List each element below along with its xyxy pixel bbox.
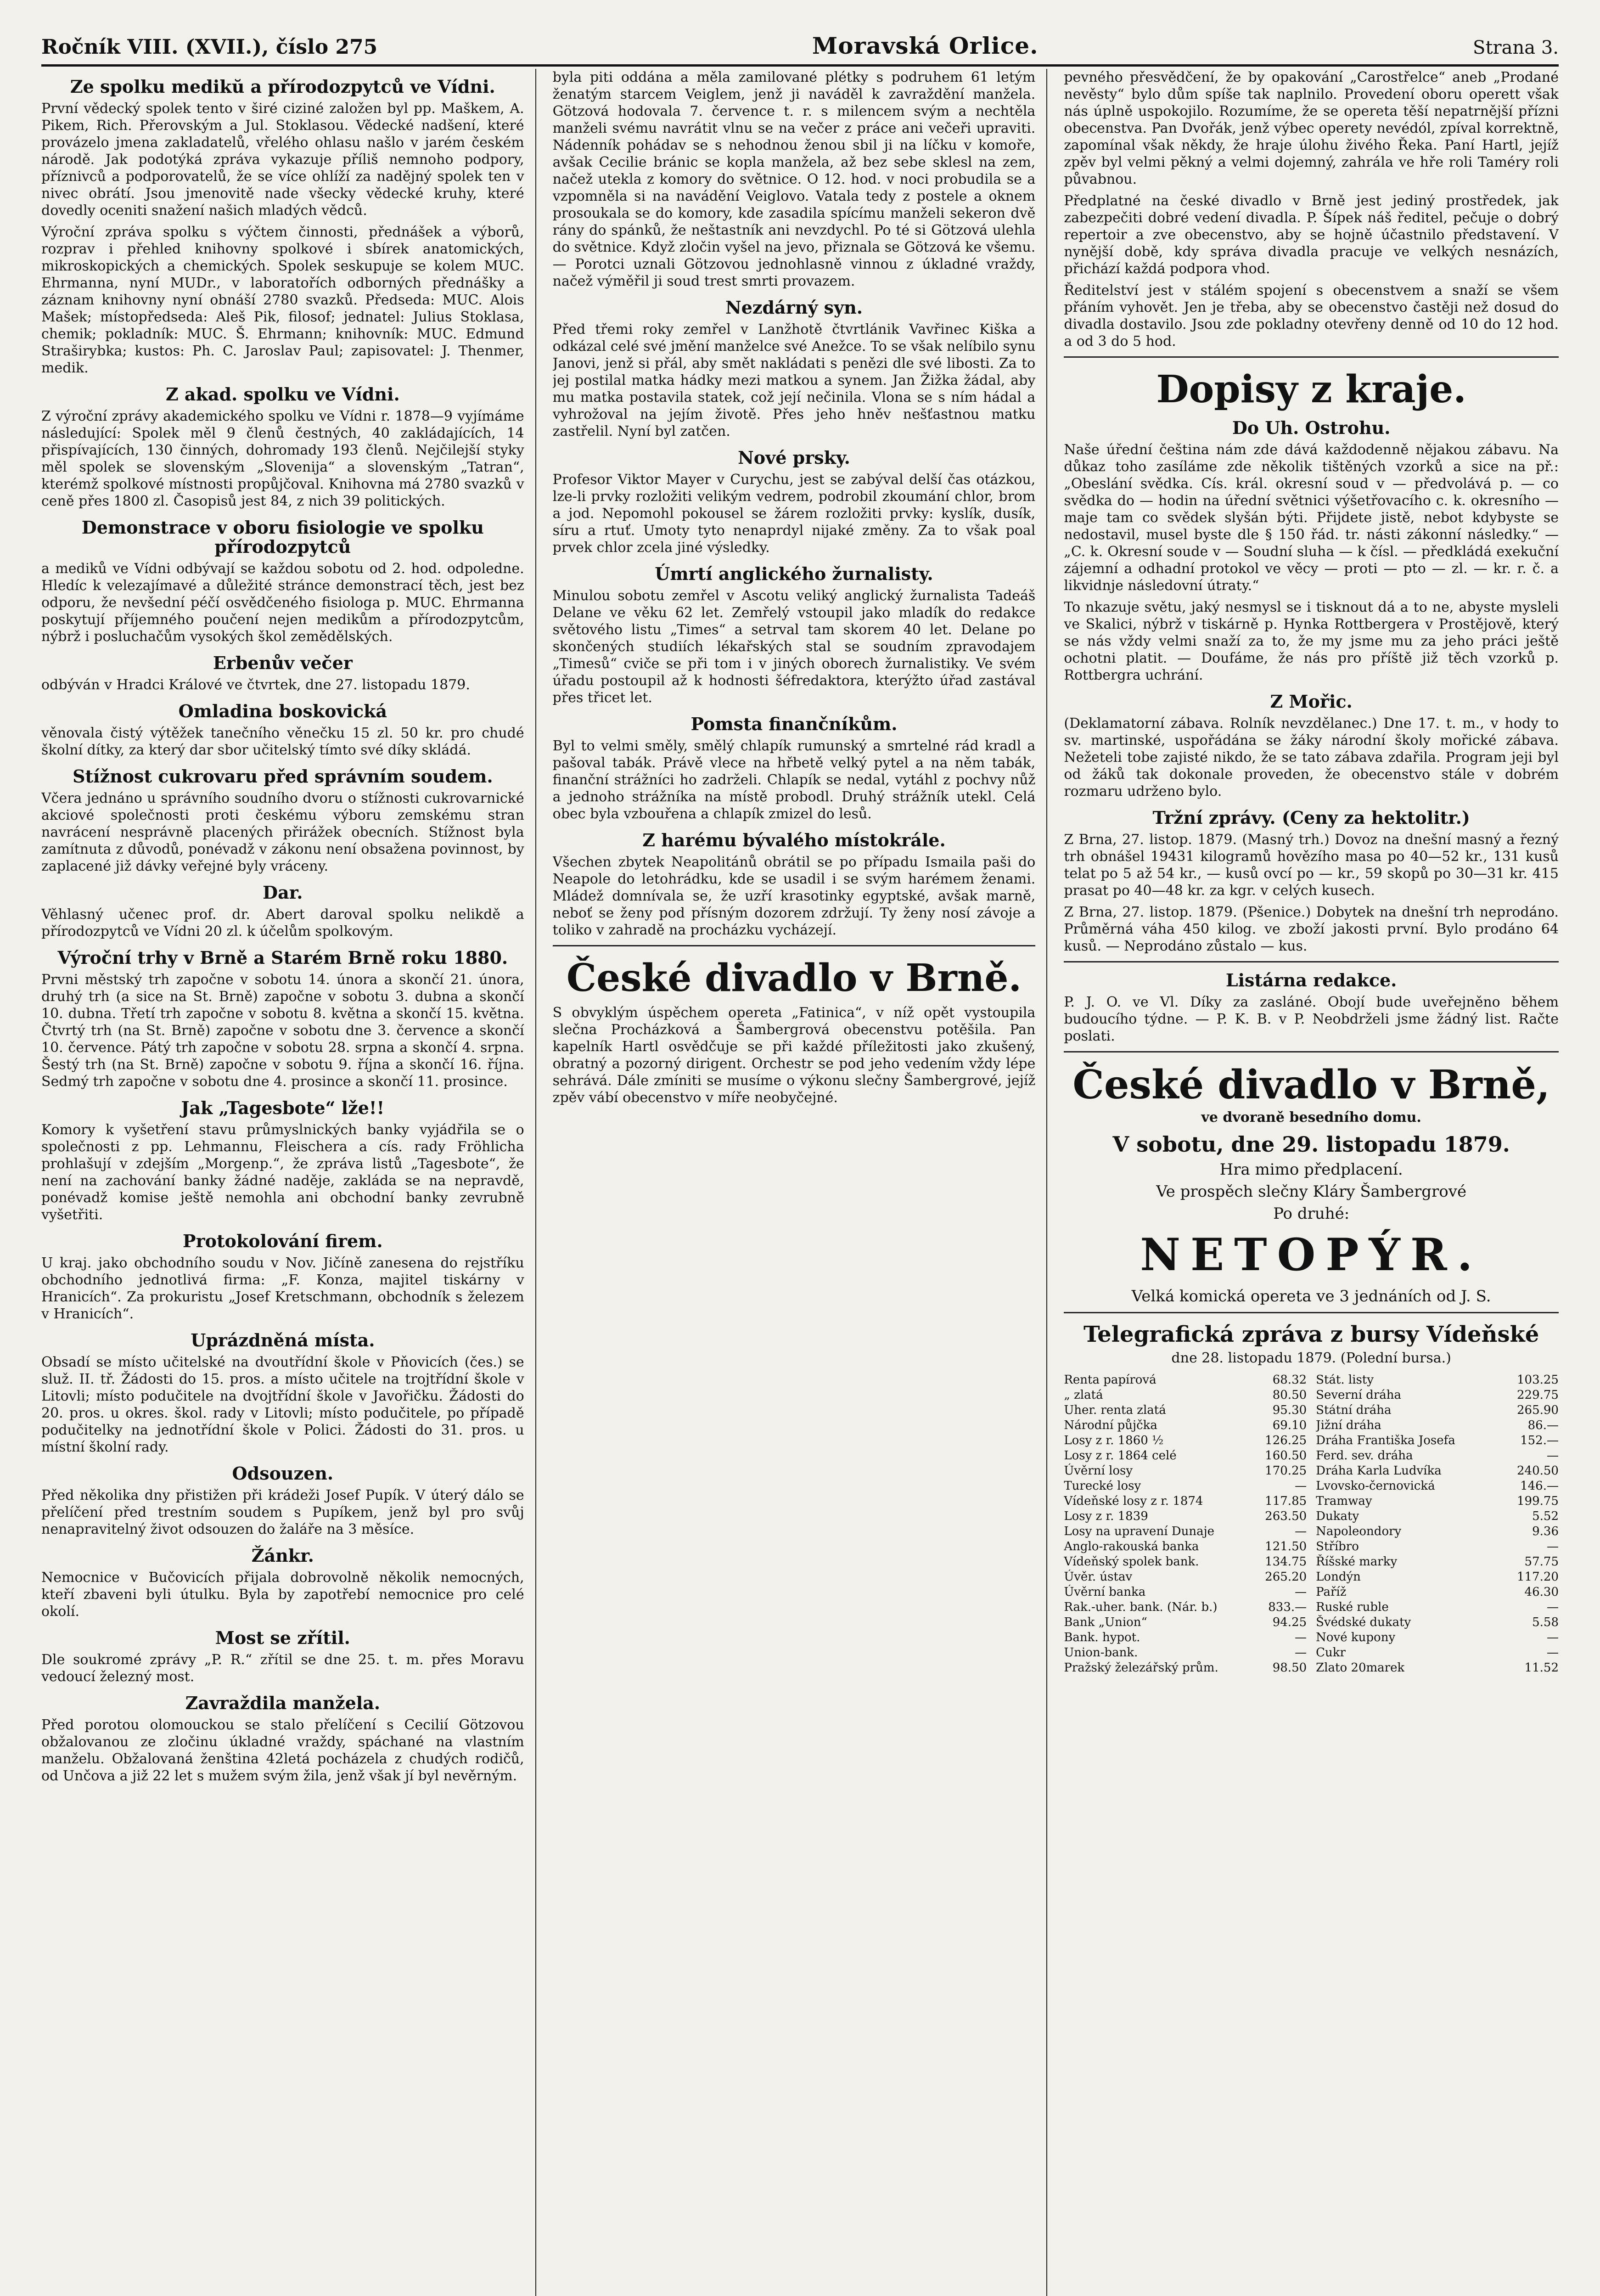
stock-price: — <box>1295 1525 1307 1538</box>
stock-price: — <box>1546 1646 1559 1660</box>
page-number: Strana 3. <box>1473 37 1559 58</box>
article-title: Stížnost cukrovaru před správním soudem. <box>73 766 493 787</box>
stock-name: Losy na upravení Dunaje <box>1064 1525 1215 1538</box>
article-text: (Deklamatorní zábava. Rolník nevzdělanec.) Dne 17. t. m., v hody to sv. martinské, uspořádána se žáky národní školy mořické zábava. Nežeteli tobe zajisté nikdo, že se tato zábava zdařila. Program jeji byl od žáků tak dokonale proveden, že obecenstvo stále v dobrém rozmaru udrženo bylo. <box>1064 715 1559 799</box>
stock-quote-row <box>1064 1433 1307 1448</box>
article-text: Minulou sobotu zemřel v Ascotu veliký anglický žurnalista Tadeáš Delane ve věku 62 let. Zemřelý vstoupil jako mladík do redakce světového listu „Times“ a setrval tam skorem 40 let. Delane po skončených studiích lékařských stal se soudním zpravodajem „Timesů“ cviče se při tom i v jiných oborech žurnalistiky. Ve svém úřadu postoupil až k hodnosti šéfredaktora, kterýžto úřad zastával přes třicet let. <box>552 588 1036 706</box>
article-title: Demonstrace v oboru fisiologie ve spolku přírodozpytců <box>81 517 484 557</box>
stock-quote-row <box>1316 1418 1559 1433</box>
stock-name: Napoleondory <box>1316 1525 1402 1538</box>
stock-quote-row <box>1064 1524 1307 1539</box>
stock-quote-row <box>1316 1570 1559 1585</box>
stock-price: 265.90 <box>1517 1403 1559 1417</box>
stock-price: 46.30 <box>1524 1585 1559 1599</box>
stock-quote-row <box>1316 1479 1559 1494</box>
stock-quote-row <box>1064 1373 1307 1388</box>
article-text: První vědecký spolek tento v širé ciziné založen byl pp. Maškem, A. Pikem, Rich. Přerovským a Jul. Stoklasou. Vědecké nadšení, které provázelo jmena zakladatelů, vřelého ohlasu našlo v jarém českém národě. Jak podotýká zpráva vykazuje příliš nemnoho podpory, příznivců a podporovatelů, že se více ohlíží za nadějný spolek ten v nivec obrátí. Jsou jmenovitě nade všecky vědecké kruhy, které dovedly oceniti snažení našich mladých vědců. <box>41 101 524 219</box>
stock-quote-row <box>1316 1585 1559 1600</box>
stock-name: Tramway <box>1316 1494 1372 1508</box>
stock-quote-row <box>1316 1433 1559 1448</box>
section-heading: Dopisy z kraje. <box>1156 367 1466 411</box>
stock-quote-row <box>1064 1463 1307 1479</box>
stock-name: Renta papírová <box>1064 1373 1156 1387</box>
article-text: Dle soukromé zprávy „P. R.“ zřítil se dne 25. t. m. přes Moravu vedoucí železný most. <box>41 1652 524 1685</box>
stock-quote-row <box>1064 1660 1307 1676</box>
page-header <box>41 32 1559 67</box>
stock-quote-row <box>1064 1418 1307 1433</box>
stock-quote-row <box>1316 1615 1559 1630</box>
stock-price: 5.58 <box>1532 1615 1559 1629</box>
article-title: Nové prsky. <box>738 447 850 468</box>
stock-price: 152.— <box>1520 1434 1559 1447</box>
article-title: Z Mořic. <box>1270 691 1353 712</box>
stock-name: Vídeňský spolek bank. <box>1064 1555 1199 1569</box>
stock-report <box>1064 1322 1559 1676</box>
divider <box>553 945 1036 946</box>
article-title: Zavraždila manžela. <box>185 1693 381 1713</box>
stock-quote-row <box>1316 1660 1559 1676</box>
article-title: Dar. <box>263 882 303 903</box>
article-text: Před třemi roky zemřel v Lanžhotě čtvrtlánik Vavřinec Kiška a odkázal celé své jmění manželce své Anežce. To se však nelíbilo synu Janovi, jenž si přál, aby smět nakládati s penězi dle své libosti. Za to jej postilal matka hádky mezi matkou a synem. Jan Žižka žádal, aby mu matka postavila statek, což její nečinila. Vlona se s ním hádal a vyhrožoval na jejím životě. Přes jeho hněv nešťastnou matku zastřelil. Nyní byl zatčen. <box>552 321 1036 439</box>
article-title: Jak „Tagesbote“ lže!! <box>181 1097 385 1118</box>
stock-price: 265.20 <box>1265 1570 1307 1584</box>
theatre-title: České divadlo v Brně, <box>1072 1062 1550 1108</box>
article-text: Z výroční zprávy akademického spolku ve Vídni r. 1878—9 vyjímáme následující: Spolek měl 9 členů čestných, 40 zakládajících, 14 přispívajících, 130 činných, dohromady 193 členů. Nejčilejší styky měl spolek se slovenským „Slovenija“ a slovenským „Tatran“, kterémž spolkové místnosti propůjčoval. Knihovna má 2780 svazků v ceně přes 1800 zl. Časopisů jest 84, z nich 39 politických. <box>41 408 524 509</box>
article-title: Nezdárný syn. <box>725 297 863 318</box>
article-text: Komory k vyšetření stavu průmyslnických banky vyjádřila se o společnosti z pp. Lehmannu, Fleischera a cís. rady Fröhlicha prohlašují v zdejším „Morgenp.“, že zpráva listů „Tagesbote“, že není na zachování banky žádné naděje, zakláda se na nepravdě, ponévadž komise ještě nemohla ani obchodní banky zevrubně vyšetřiti. <box>41 1122 524 1223</box>
stock-quote-row <box>1316 1524 1559 1539</box>
stock-price: 94.25 <box>1272 1615 1307 1629</box>
article-text: P. J. O. ve Vl. Díky za zasláné. Obojí bude uveřejněno během budoucího týdne. — P. K. B. v P. Neobdrželi jsme žádný list. Račte poslati. <box>1064 994 1559 1044</box>
stock-price: 80.50 <box>1272 1388 1307 1402</box>
stock-quote-row <box>1064 1585 1307 1600</box>
stock-name: Úvěrní banka <box>1064 1585 1146 1599</box>
stock-quote-row <box>1316 1388 1559 1403</box>
article-text: byla piti oddána a měla zamilované plétky s podruhem 61 letým ženatým starcem Veiglem, jenž ji naváděl k zavraždění manžela. Götzová hodovala 7. července t. r. s milencem svým a nechtěla manželi svému navrátit vlnu se na večer z práce ani večeři upraviti. Nádenník pohádav se s nehodnou ženou sbil ji na líčku v komoře, avšak Cecilie bránic se kopla manžela, až bez sebe sklesl na zem, načež utekla z komory do světnice. O 12. hod. v noci probudila se a vzpomněla si na navádění Veiglovo. Vatala tedy z postele a oknem prosoukala se do komory, kde zasadila spícímu manželi sekeron dvě rány do spánků, že neštastník ani nevzdychl. Po té si Götzová ulehla do světnice. Když zločin vyšel na jevo, přiznala se Götzová ke všemu. — Porotci uznali Götzovou jednohlasně vinnou z úkladné vraždy, načež výměřil ji soud trest smrti provazem. <box>552 69 1036 289</box>
stock-name: Anglo-rakouská banka <box>1064 1540 1199 1553</box>
divider <box>1064 961 1559 962</box>
stock-price: 69.10 <box>1272 1418 1307 1432</box>
stock-price: 170.25 <box>1265 1464 1307 1478</box>
stock-quote-row <box>1064 1479 1307 1494</box>
article-title: Uprázdněná místa. <box>191 1330 375 1351</box>
stock-name: Turecké losy <box>1064 1479 1141 1493</box>
stock-price: 126.25 <box>1265 1434 1307 1447</box>
column-3 <box>1064 69 1559 2296</box>
newspaper-title: Moravská Orlice. <box>812 32 1039 59</box>
stock-name: Losy z r. 1839 <box>1064 1509 1148 1523</box>
theatre-repeat: Po druhé: <box>1273 1204 1350 1223</box>
stock-price: — <box>1295 1646 1307 1660</box>
stock-quote-row <box>1316 1600 1559 1615</box>
article-text: pevného přesvědčení, že by opakování „Carostřelce“ aneb „Prodané nevěsty“ bylo dům spíše tak naplnilo. Provedení oboru operett však nás úplně uspokojilo. Rozumíme, že se opereta těší nepatrnější přízni obecenstva. Pan Dvořák, jenž výbec operety nevédól, zpíval korrektně, zapomínal však někdy, že hraje úlohu živého Řeka. Paní Hartl, jejíž zpěv byl velmi pěkný a velmi dojemný, zahrála ve hře roli Taméry roli půvabnou. <box>1064 69 1559 187</box>
article-text: Naše úřední čeština nám zde dává každodenně nějakou zábavu. Na důkaz toho zasíláme zde několik tištěných vzorků a sice na př.: „Obeslání svědka. Cís. král. okresní soud v — předvolává p. — co svědka do — hodin na úřední světnici výšetřovacího c. k. okresního — maje tam co svědek slyšán býti. Přijdete jistě, nebot kdybyste se nedostavil, musel byste dle § 150 řád. tr. násti zákonní následky.“ — „C. k. Okresní soude v — Soudní sluha — k čísl. — předkládá exekuční zájemní a odhadní protokol ve věcy — proti — pto — zl. — kr. r. č. a likvidnje následovní útraty.“ <box>1064 442 1559 594</box>
stock-quote-row <box>1064 1645 1307 1660</box>
stock-quote-row <box>1064 1509 1307 1524</box>
stock-price: — <box>1546 1631 1559 1644</box>
stock-price: 121.50 <box>1265 1540 1307 1553</box>
article-text: S obvyklým úspěchem opereta „Fatinica“, v níž opět vystoupila slečna Procházková a Šambergrová obecenstvu potěšila. Pan kapelník Hartl osvědčuje se při každé příležitosti jako zkušený, obratný a pozorný dirigent. Orchestr se pod jeho vedením vždy lépe sehrává. Dále zmíniti se musíme o výkonu slečny Šambergrové, jejíž zpěv vábí obecenstvo v míře neobyčejné. <box>552 1005 1036 1106</box>
stock-quote-row <box>1316 1539 1559 1554</box>
article-title: Z harému bývalého místokrále. <box>642 830 946 850</box>
stock-name: Národní půjčka <box>1064 1418 1157 1432</box>
stock-name: Ferd. sev. dráha <box>1316 1449 1413 1463</box>
article-text: Před několika dny přistižen při krádeži Josef Pupík. V úterý dálo se přelíčení před trestním soudem s Pupíkem, jenž byl pro svůj nenapravitelný život odsouzen do žaláře na 3 měsíce. <box>41 1487 524 1537</box>
stock-quote-row <box>1316 1403 1559 1418</box>
stock-price: 240.50 <box>1517 1464 1559 1478</box>
stock-price: 146.— <box>1520 1479 1559 1493</box>
stock-name: Union-bank. <box>1064 1646 1138 1660</box>
issue-info: Ročník VIII. (XVII.), číslo 275 <box>41 35 378 59</box>
stock-name: Říšské marky <box>1316 1555 1398 1569</box>
stock-name: Nové kupony <box>1316 1631 1396 1644</box>
stock-name: Státní dráha <box>1316 1403 1392 1417</box>
article-text: U kraj. jako obchodního soudu v Nov. Jičíně zanesena do rejstříku obchodního jednotlivá firma: „F. Konza, majitel tiskárny v Hranicích“. Za prokuristu „Josef Kretschmann, obchodník s železem v Hranicích“. <box>41 1255 524 1322</box>
article-title: Úmrtí anglického žurnalisty. <box>655 563 933 584</box>
stock-name: Bank „Union“ <box>1064 1615 1147 1629</box>
stock-price: 5.52 <box>1532 1509 1559 1523</box>
stock-name: Rak.-uher. bank. (Nár. b.) <box>1064 1600 1218 1614</box>
stock-quotes-right <box>1316 1373 1559 1676</box>
stock-price: 103.25 <box>1517 1373 1559 1387</box>
stock-quote-row <box>1316 1373 1559 1388</box>
stock-quote-row <box>1316 1630 1559 1645</box>
stock-quote-row <box>1064 1539 1307 1554</box>
stock-name: Vídeňské losy z r. 1874 <box>1064 1494 1203 1508</box>
article-text: Včera jednáno u správního soudního dvoru o stížnosti cukrovarnické akciové společnosti proti českému výboru zemskému stran navrácení nesprávně placených přirážek obecních. Stížnost byla zamítnuta z důvodů, ponévadž v zákonu není obsažena povinnost, by zaplacené již dávky veřejné byly vráceny. <box>41 790 524 874</box>
stock-name: Cukr <box>1316 1646 1346 1660</box>
stock-quote-row <box>1064 1600 1307 1615</box>
stock-name: Stříbro <box>1316 1540 1359 1553</box>
stock-price: — <box>1546 1449 1559 1463</box>
stock-price: 117.85 <box>1265 1494 1307 1508</box>
stock-quote-row <box>1064 1615 1307 1630</box>
stock-name: Dráha Karla Ludvíka <box>1316 1464 1442 1478</box>
stock-name: Ruské ruble <box>1316 1600 1389 1614</box>
stock-price: 68.32 <box>1272 1373 1307 1387</box>
stock-quote-row <box>1064 1570 1307 1585</box>
article-title: Protokolování firem. <box>183 1231 383 1251</box>
stock-price: 263.50 <box>1265 1509 1307 1523</box>
stock-quote-row <box>1064 1388 1307 1403</box>
stock-quote-row <box>1316 1509 1559 1524</box>
article-title: Do Uh. Ostrohu. <box>1232 417 1391 438</box>
article-text: Prvni městský trh započne v sobotu 14. února a skončí 21. února, druhý trh (a sice na St. Brně) započne v sobotu 3. dubna a skončí 10. dubna. Třetí trh započne v sobotu 8. května a skončí 15. května. Čtvrtý trh (na St. Brně) započne v sobotu dne 3. července a skončí 10. července. Pátý trh započne v sobotu 28. srpna a skončí 4. srpna. Šestý trh (na St. Brně) započne v sobotu 9. října a skončí 16. října. Sedmý trh započne v sobotu dne 4. prosince a skončí 11. prosince. <box>41 972 524 1090</box>
columns <box>41 69 1559 2296</box>
stock-quote-row <box>1064 1554 1307 1570</box>
article-title: Ze spolku medikŭ a přírodozpytců ve Vídni. <box>70 76 495 97</box>
stock-quote-row <box>1316 1554 1559 1570</box>
article-text: Výroční zpráva spolku s výčtem činnosti, přednášek a výborů, rozprav i přehled knihovny spolkové i sbírek anatomických, mikroskopických a chemických. Spolek seskupuje se kolem MUC. Ehrmanna, nyní MUDr., v laboratořích odborných přednášky a záznam knihovny nyní obnáší 2780 svazků. Předseda: MUC. Alois Mašek; místopředseda: Aleš Pik, filosof; jednatel: Julius Stoklasa, chemik; pokladník: MUC. Š. Ehrmann; knihovník: MUC. Edmund Straširybka; kustos: Ph. C. Jaroslav Paul; zapisovatel: J. Thenmer, medik. <box>41 224 524 376</box>
stock-name: Londýn <box>1316 1570 1361 1584</box>
stock-quotes-left <box>1064 1373 1307 1676</box>
article-text: Všechen zbytek Neapolitánů obrátil se po případu Ismaila paši do Neapole do letohrádku, kde se usadil i se svým harémem ženami. Mládež domnívala se, že uzří krasotinky egyptské, avšak marně, neboť se ženy pod přísným dozorem zdržují. Ty ženy nosí závoje a toliko v zahradě na procházku vycházejí. <box>552 854 1036 938</box>
market-subheading: (Ceny za hektolitr.) <box>1281 807 1470 828</box>
divider <box>1064 356 1559 358</box>
stock-price: — <box>1546 1600 1559 1614</box>
article-text: To nkazuje světu, jaký nesmysl se i tisknout dá a to ne, abyste mysleli ve Skalici, nýbrž v tiskárně p. Hynka Rottbergera v Prostějově, který se nás vždy velmi snaží za to, že my jsme mu za jeho práci ještě ochotni platit. — Doufáme, že nás pro příště již těch vzorků p. Rottbergra uchrání. <box>1064 599 1559 683</box>
article-text: Obsadí se místo učitelské na dvoutřídní škole v Pňovicích (čes.) se služ. II. tř. Žádosti do 15. pros. a místo učitele na trojtřídní škole v Litovli; místo podučitele na dvojtřídní škole v Javořičku. Žádosti do 20. pros. u okres. škol. rady v Litovli; místo podučitele, po případě podučitelky na jednotřídní škole v Polici. Žádosti do 31. pros. u místní školní rady. <box>41 1354 524 1455</box>
theatre-advert <box>1064 1064 1559 1306</box>
stock-title: Telegrafická zpráva z bursy Vídeňské <box>1084 1322 1539 1347</box>
column-1 <box>41 69 536 2296</box>
stock-price: 95.30 <box>1272 1403 1307 1417</box>
section-heading: České divadlo v Brně. <box>566 956 1022 1000</box>
stock-price: 199.75 <box>1517 1494 1559 1508</box>
stock-name: Uher. renta zlatá <box>1064 1403 1166 1417</box>
stock-price: 833.— <box>1268 1600 1307 1614</box>
article-text: Před porotou olomouckou se stalo přelíčení s Cecilií Götzovou obžalovanou ze zločinu úkladné vraždy, spáchané na vlastním manželu. Obžalovaná ženština 42letá pocházela z chudých rodičů, od Unčova a již 22 let s mužem svým žila, jenž však jí byl nevěrným. <box>41 1717 524 1784</box>
theatre-venue: ve dvoraně besedního domu. <box>1201 1109 1421 1125</box>
stock-name: Bank. hypot. <box>1064 1631 1140 1644</box>
stock-quote-row <box>1064 1448 1307 1463</box>
theatre-note: Hra mimo předplacení. <box>1219 1160 1403 1179</box>
stock-name: Losy z r. 1860 ½ <box>1064 1434 1164 1447</box>
stock-name: Stát. listy <box>1316 1373 1374 1387</box>
article-title: Listárna redakce. <box>1225 970 1397 990</box>
stock-name: Lvovsko-černovická <box>1316 1479 1435 1493</box>
stock-price: — <box>1295 1585 1307 1599</box>
divider <box>1064 1312 1559 1313</box>
column-2 <box>553 69 1048 2296</box>
stock-price: 229.75 <box>1517 1388 1559 1402</box>
article-text: odbýván v Hradci Králové ve čtvrtek, dne 27. listopadu 1879. <box>41 677 470 693</box>
stock-quotes <box>1064 1373 1559 1676</box>
article-text: Nemocnice v Bučovicích přijala dobrovolně několik nemocných, kteří zbaveni byli útulku. Byla by zapotřebí nemocnice pro celé okolí. <box>41 1570 524 1620</box>
stock-name: Jižní dráha <box>1316 1418 1381 1432</box>
stock-name: Dukaty <box>1316 1509 1359 1523</box>
article-title: Omladina boskovická <box>178 701 387 721</box>
article-title: Most se zřítil. <box>215 1627 350 1648</box>
stock-name: Paříž <box>1316 1585 1347 1599</box>
article-text: Předplatné na české divadlo v Brně jest jediný prostředek, jak zabezpečiti dobré vedení divadla. P. Šípek náš ředitel, pečuje o dobrý repertoir a zve obecenstvo, aby se hojně účastnilo představení. V nynější době, kdy správa divadla pracuje ve velkých nesnázích, přichází každá podpora vhod. <box>1064 193 1559 277</box>
stock-name: Pražský železářský prům. <box>1064 1661 1218 1675</box>
stock-price: 11.52 <box>1524 1661 1559 1675</box>
stock-name: Úvěrní losy <box>1064 1464 1133 1478</box>
stock-price: 134.75 <box>1265 1555 1307 1569</box>
stock-name: Švédské dukaty <box>1316 1615 1411 1629</box>
stock-quote-row <box>1064 1494 1307 1509</box>
market-heading: Tržní zprávy. <box>1152 807 1276 828</box>
stock-subtitle: dne 28. listopadu 1879. (Polední bursa.) <box>1171 1350 1451 1366</box>
stock-quote-row <box>1064 1630 1307 1645</box>
stock-price: 57.75 <box>1524 1555 1559 1569</box>
article-title: Odsouzen. <box>232 1463 334 1484</box>
stock-quote-row <box>1316 1448 1559 1463</box>
article-title <box>1064 808 1559 827</box>
stock-price: 160.50 <box>1265 1449 1307 1463</box>
theatre-play-title: NETOPÝR. <box>1140 1229 1483 1281</box>
article-title: Erbenův večer <box>213 653 353 673</box>
stock-name: Losy z r. 1864 celé <box>1064 1449 1177 1463</box>
stock-name: Severní dráha <box>1316 1388 1402 1402</box>
stock-price: 98.50 <box>1272 1661 1307 1675</box>
stock-name: Dráha Františka Josefa <box>1316 1434 1455 1447</box>
stock-price: — <box>1295 1631 1307 1644</box>
stock-price: 9.36 <box>1532 1525 1559 1538</box>
article-text: Z Brna, 27. listop. 1879. (Masný trh.) Dovoz na dnešní masný a řezný trh obnášel 19431 kilogramů hovězího masa po 40—52 kr., 131 kusů telat po 5 až 54 kr., — kusů ovcí po — kr., 59 skopů po 30—31 kr. 415 prasat po 40—48 kr. za kgr. v celých kusech. <box>1064 832 1559 899</box>
article-text: Ředitelství jest v stálém spojení s obecenstvem a snaží se všem přáním vyhovět. Jen je třeba, aby se obecenstvo častěji než dosud do divadla dostavilo. Jsou zde pokladny otevřeny denně od 10 do 12 hod. a od 3 do 5 hod. <box>1064 282 1559 349</box>
stock-quote-row <box>1316 1463 1559 1479</box>
article-text: Z Brna, 27. listop. 1879. (Pšenice.) Dobytek na dnešní trh neprodáno. Průměrná váha 450 kilog. ve zboží jakosti první. Bylo prodáno 64 kusů. — Neprodáno zůstalo — kus. <box>1064 904 1559 954</box>
stock-price: 117.20 <box>1517 1570 1559 1584</box>
stock-name: Úvěr. ústav <box>1064 1570 1133 1584</box>
article-text: a mediků ve Vídni odbývají se každou sobotu od 2. hod. odpoledne. Hledíc k velezajímavé a důležité stránce demonstrací těch, jest bez odporu, že nevšední péčí osvědčeného fisiologa p. MUC. Ehrmanna poskytují příjemného poučení nejen medikům a přírodozpytcům, nýbrž i posluchačům vysokých škol zemědělských. <box>41 561 524 645</box>
article-text: Profesor Viktor Mayer v Curychu, jest se zabýval delší čas otázkou, lze-li prvky rozložiti velikým vedrem, podrobil zkoumání chlor, brom a jod. Nepomohl pokousel se žárem rozložiti prvky: kyslík, dusík, síru a rtuť. Umoty tyto nenaprdyl nijaké změny. Za to však poal prvek chlor zcela jiné výsledky. <box>552 472 1036 556</box>
article-title: Pomsta finančníkům. <box>691 714 898 734</box>
theatre-date: V sobotu, dne 29. listopadu 1879. <box>1112 1132 1510 1157</box>
stock-quote-row <box>1316 1494 1559 1509</box>
stock-price: 86.— <box>1527 1418 1559 1432</box>
divider <box>1064 1051 1559 1052</box>
stock-quote-row <box>1064 1403 1307 1418</box>
theatre-description: Velká komická opereta ve 3 jednáních od J. S. <box>1131 1287 1491 1306</box>
article-text: Byl to velmi směly, smělý chlapík rumunský a smrtelné rád kradl a pašoval tabák. Právě vlece na hřbetě velký pytel a na něm tabák, finanční strážníci ho zadrželi. Chlapík se nedal, vytáhl z pochvy nůž a jednoho strážníka na místě probodl. Druhý strážník utekl. Celá obec byla vzbouřena a chlapík zmizel do lesů. <box>552 738 1036 822</box>
article-title: Žánkr. <box>251 1545 314 1566</box>
article-text: Věhlasný učenec prof. dr. Abert daroval spolku nelikdě a přírodozpytců ve Vídni 20 zl. k účelům spolkovým. <box>41 906 524 940</box>
article-title: Výroční trhy v Brně a Starém Brně roku 1880. <box>57 947 508 968</box>
stock-price: — <box>1546 1540 1559 1553</box>
stock-price: — <box>1295 1479 1307 1493</box>
article-title: Z akad. spolku ve Vídni. <box>165 384 400 405</box>
article-text: věnovala čistý výtěžek tanečního věnečku 15 zl. 50 kr. pro chudé školní dítky, za který dar sbor učitelský tímto své díky skládá. <box>41 725 524 758</box>
theatre-benefit: Ve prospěch slečny Kláry Šambergrové <box>1156 1182 1467 1201</box>
stock-quote-row <box>1316 1645 1559 1660</box>
stock-name: Zlato 20marek <box>1316 1661 1405 1675</box>
stock-name: „ zlatá <box>1064 1388 1103 1402</box>
